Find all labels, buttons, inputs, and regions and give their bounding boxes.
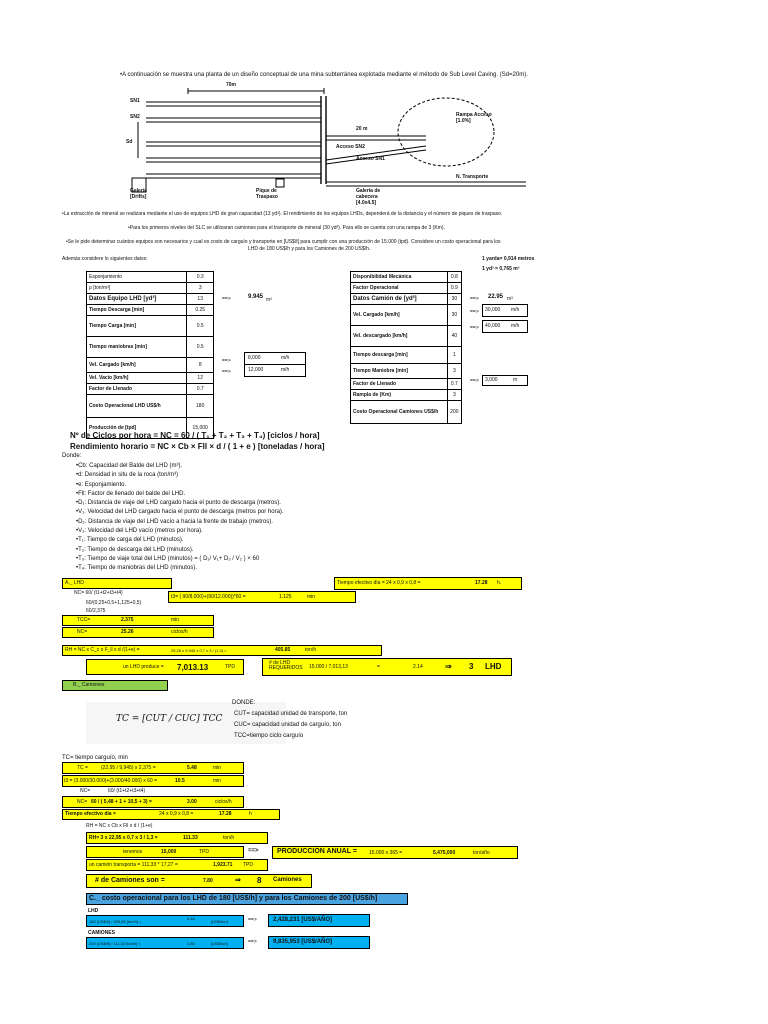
cam-arrow-3: ==> [470, 325, 479, 331]
tef-a-unit: h. [497, 580, 502, 586]
ncam-box [86, 874, 312, 888]
table-row [351, 379, 462, 390]
list-item: •e: Esponjamiento. [76, 481, 127, 488]
t3-b-unit: min [213, 778, 222, 784]
t3-b-box [62, 775, 244, 787]
nc-a-value: 25.26 [121, 629, 134, 635]
label-rampa: Rampa Acceso [1.0%] [456, 112, 492, 124]
para-pregunta-cont: LHD de 180 US$/h y para los Camiones de 200 US$/h. [248, 246, 371, 252]
cell-label: Disponibilidad Mecánica [351, 272, 448, 283]
label-sn1: SN1 [130, 98, 140, 104]
ct-box [86, 859, 268, 871]
req-a-unit: LHD [485, 662, 502, 671]
camion-data-table [350, 271, 462, 424]
table-row [351, 390, 462, 401]
ten-value: 15,000 [161, 849, 177, 855]
req-a-arrow: ⇒ [445, 662, 452, 671]
nc-b-calc: 60 / ( 5,48 + 1 + 10,5 + 3) = [91, 799, 152, 805]
req-a-number: 3 [469, 662, 474, 671]
rh-b-unit: ton/h [223, 835, 235, 841]
ncam-arrow: ⇒ [235, 877, 241, 884]
cell-label: Tiempo descarga [min] [351, 347, 448, 364]
cell-value: 13 [187, 294, 214, 305]
nc-b-box [62, 796, 244, 808]
tef-b-calc: 24 x 0,9 x 0,8 = [159, 811, 194, 817]
def-cut: CUT= capacidad unidad de transporte, ton [234, 711, 348, 717]
cam-r-unit: m [513, 377, 518, 383]
lhd-cost-unit: [US$/ton] [211, 919, 228, 924]
cell-value: 180 [187, 395, 214, 418]
t3-a: t3= ( 90/8.000)+(90/12.000))*60 = [171, 594, 246, 600]
ten-box [86, 846, 244, 858]
section-c-header [86, 893, 408, 905]
prod-a-box [86, 659, 244, 675]
tef-a-box [334, 577, 522, 590]
cell-label: Vel. descargado [km/h] [351, 326, 448, 347]
def-cuc: CUC= capacidad unidad de carguío, ton [234, 722, 341, 728]
ct-unit: TPD [243, 862, 253, 868]
cam-cost-calc: 200 [US$/h] / 111,33 [ton/h] = [89, 941, 141, 946]
rh-a-calc: 25,26 x 9,945 x 0,7 x 3 / (1,3) = [171, 648, 227, 653]
cell-value: 200 [447, 401, 461, 424]
table-row [351, 294, 462, 305]
donde-b: DONDE: [232, 700, 256, 706]
def-tcc: TCC=tiempo ciclo carguío [234, 733, 304, 739]
label-pique-traspaso: Pique de Traspaso [256, 188, 278, 200]
table-row [351, 305, 462, 326]
tef-a-value: 17.28 [475, 580, 488, 586]
rh-a-box [62, 645, 382, 656]
calc-a-line1: 60/(0,25+0,5+1,125+0,5) [86, 600, 142, 606]
list-item: •V₁: Velocidad del LHD cargado hacia el punto de descarga (metros por hora). [76, 509, 284, 516]
prod-a-unit: TPD [225, 664, 235, 670]
ncam-value: 7.80 [203, 878, 213, 884]
section-c-label: C._ costo operacional para los LHD de 180 [US$/h] y para los Camiones de 200 [US$/h] [89, 895, 378, 902]
cam-m3-unit: m³ [507, 296, 513, 302]
nc-b-unit: ciclos/h [215, 799, 232, 805]
mine-plan-diagram [126, 82, 526, 206]
cell-label: Factor Operacional [351, 283, 448, 294]
table-row [87, 272, 214, 283]
list-item: •T₂: Tiempo de descarga del LHD (minutos). [76, 546, 194, 553]
t3-a-unit: min [307, 594, 316, 600]
table-row [87, 337, 214, 358]
cell-value: 0.5 [187, 337, 214, 358]
formula-rendimiento: Rendimiento horario = NC × Cb × Fll × d / ( 1 + e ) [toneladas / hora] [70, 442, 325, 451]
tc-box [62, 762, 244, 774]
lhd-cost-arrow: ==> [248, 917, 257, 923]
tef-b-value: 17.28 [219, 811, 232, 817]
list-item: •T₃: Tiempo de viaje total del LHD (minutos) = ( D₁/ V₁+ D₂ / V₂ ) × 60 [76, 555, 260, 562]
cell-value: 15,000 [187, 418, 214, 439]
cam-v2-box [482, 320, 528, 333]
table-row [87, 373, 214, 384]
label-acceso-sn1: Acceso SN1 [356, 156, 385, 162]
cell-value: 3 [447, 364, 461, 379]
cell-value: 0.7 [187, 384, 214, 395]
tcc-label: TCC= [77, 617, 91, 623]
cam-cost-box [86, 937, 244, 949]
lhd-m3-value: 9.945 [248, 294, 264, 300]
para-datos: Además considere lo siguientes datos: [62, 256, 148, 262]
nc-b-value: 3.00 [187, 799, 197, 805]
tef-b-box [62, 809, 280, 820]
lhd-cost-result: 2,428,231 [US$/AÑO] [273, 917, 333, 923]
cell-label: Datos Camión de [yd³] [351, 294, 448, 305]
ncam-label: # de Camiones son = [95, 877, 165, 884]
cam-r: 3,000 [485, 377, 498, 383]
label-galeria-cabecera: Galería de cabecera [4.0x4.5] [356, 188, 381, 206]
rh-b-value: 111.33 [183, 835, 198, 841]
label-acceso-sn2: Acceso SN2 [336, 144, 365, 150]
cam-cost-arrow: ==> [248, 939, 257, 945]
cam-v2-unit: m/h [511, 323, 520, 329]
list-item: •T₄: Tiempo de maniobras del LHD (minutos). [76, 565, 197, 572]
cell-label: Vel. Cargado [km/h] [351, 305, 448, 326]
cell-value: 3 [447, 390, 461, 401]
lhd-cost-box [86, 915, 244, 927]
nc-b-formula-label: NC= [80, 788, 91, 794]
cell-label: Factor de Llenado [87, 384, 187, 395]
nc-formula-a: NC= 60/ (t1+t2+t3+t4) [74, 590, 123, 596]
section-b-header [62, 680, 168, 691]
table-row [351, 272, 462, 283]
definitions-list [76, 462, 284, 574]
cell-label: Tiempo Maniobra [min] [351, 364, 448, 379]
cam-arrow: ==> [470, 296, 479, 302]
list-item: •V₂: Velocidad del LHD vacío (metros por hora). [76, 528, 203, 535]
table-row [87, 316, 214, 337]
rh-b-box [86, 832, 268, 844]
tcc-unit: min [171, 617, 180, 623]
label-sd: Sd [126, 139, 133, 145]
cell-label: ρ [ton/m³] [87, 283, 187, 294]
lhd-cost-calc: 180 [US$/h] / 405,85 [ton/h] = [89, 919, 142, 924]
table-row [87, 305, 214, 316]
para-pregunta: •Se le pide determinar cuántos equipos son necesarios y cual es costo de carguío y transporte en [US$/t] para cumplir con una producción de 15.000 (tpd). Considere un costo operacional para los [66, 239, 501, 245]
req-a-eq: = [377, 664, 380, 670]
lhd-cost-result-box [268, 914, 370, 927]
tc-equation-text: TC = [CUT / CUC] TCC [116, 714, 223, 724]
table-row [351, 347, 462, 364]
cell-value: 0.5 [187, 316, 214, 337]
list-item: •Fll: Factor de llenado del balde del LHD. [76, 490, 186, 497]
nc-b-formula: 60/ (t1+t2+t3+t4) [108, 788, 146, 794]
tef-b-label: Tiempo efectivo día = [65, 811, 116, 817]
label-galeria-drifts: Galería [Drifts] [130, 188, 147, 200]
lhd-v1: 8,000 [248, 355, 261, 361]
tc-value: 5.48 [187, 765, 197, 771]
ct-label: un camión transporta = 111,33 * 17,27 = [89, 862, 178, 868]
formula-ciclos: Nº de Ciclos por hora = NC = 60 / ( T₁ + T₂ + T₃ + T₄) [ciclos / hora] [70, 431, 320, 440]
req-a-value: 2.14 [413, 664, 423, 670]
rh-a-value: 405.85 [275, 647, 291, 653]
table-row [351, 326, 462, 347]
table-row [87, 358, 214, 373]
intro-text: •A continuación se muestra una planta de un diseño conceptual de una mina subterránea explotada mediante el método de Sub Level Caving. (Sd=20m). [120, 72, 528, 78]
t3-b-value: 10.5 [175, 778, 185, 784]
list-item: •d: Densidad in situ de la roca (ton/m³) [76, 472, 179, 479]
cam-cost-value: 1.80 [187, 941, 195, 946]
cell-value: 40 [447, 326, 461, 347]
cell-value: 12 [187, 373, 214, 384]
table-row [87, 283, 214, 294]
cam-v1: 30,000 [485, 307, 501, 313]
rh-b-label: RH= 3 x 22,95 x 0,7 x 3 / 1,3 = [89, 835, 158, 841]
cam-v1-unit: m/h [511, 307, 520, 313]
section-a-header [62, 578, 172, 589]
rh-a-unit: ton/h [305, 647, 317, 653]
cam-arrow-4: ==> [470, 378, 479, 384]
mine-plan-drawing [126, 82, 526, 202]
cell-label: Vel. Vacío [km/h] [87, 373, 187, 384]
calc-a-line2: 60/2,375 [86, 608, 106, 614]
cell-value: 3 [187, 283, 214, 294]
pa-box [272, 846, 518, 859]
lhd-m3-unit: m³ [266, 297, 272, 303]
cell-label: Rampla de (Km) [351, 390, 448, 401]
lhd-data-table [86, 271, 214, 439]
req-a-calc: 15.000 / 7,013,13 [309, 664, 348, 670]
prod-a-value: 7,013.13 [177, 663, 209, 672]
cell-label: Costo Operacional LHD US$/h [87, 395, 187, 418]
label-transporte: N. Transporte [456, 174, 489, 180]
pa-unit: ton/año [473, 850, 490, 856]
label-sn2: SN2 [130, 114, 140, 120]
cell-value: 0.7 [447, 379, 461, 390]
lhd-v2-box [244, 364, 306, 377]
cell-label: Vel. Cargado [km/h] [87, 358, 187, 373]
nc-a-unit: ciclos/h [171, 629, 188, 635]
table-row [87, 384, 214, 395]
table-row [351, 283, 462, 294]
table-row [87, 294, 214, 305]
cell-value: 30 [447, 294, 461, 305]
cell-value: 30 [447, 305, 461, 326]
ten-unit: TPD [199, 849, 209, 855]
cell-label: Costo Operacional Camiones US$/h [351, 401, 448, 424]
note-yd3: 1 yd³ = 0,765 m³ [482, 266, 520, 272]
cell-label: Tiempo maniobras [min] [87, 337, 187, 358]
ncam-unit: Camiones [273, 877, 302, 883]
list-item: •D₂: Distancia de viaje del LHD vacío a hacia la frente de trabajo (metros). [76, 518, 273, 525]
list-item: •D₁: Distancia de viaje del LHD cargado hacia el punto de descarga (metros). [76, 500, 281, 507]
cam-cost-label: CAMIONES [88, 930, 115, 936]
t3-a-value: 1.125 [279, 594, 292, 600]
list-item: •Cb: Capacidad del Balde del LHD (m³). [76, 463, 183, 469]
cam-r-box [482, 375, 528, 386]
donde-label: Donde: [62, 453, 82, 459]
tef-a: Tiempo efectivo día = 24 x 0,9 x 0,8 = [337, 580, 421, 586]
req-a-box [262, 658, 512, 676]
dim-20m: 20 m [356, 126, 368, 132]
cam-m3-value: 22.95 [488, 294, 504, 300]
prod-a-label: un LHD produce = [123, 664, 164, 670]
cell-value: 0.9 [447, 283, 461, 294]
nc-b-label: NC= [77, 799, 88, 805]
pa-arrow: ==> [248, 848, 259, 854]
pa-label: PRODUCCIÓN ANUAL = [277, 848, 357, 855]
lhd-cost-value: 0.44 [187, 916, 195, 921]
lhd-v1-unit: m/h [281, 355, 290, 361]
cam-cost-result-box [268, 936, 370, 949]
tef-b-unit: h [249, 811, 252, 817]
cell-label: Esponjamiento [87, 272, 187, 283]
cell-value: 0.3 [187, 272, 214, 283]
ct-value: 1,923.71 [213, 862, 233, 868]
tc-title: TC= tiempo carguío, min [62, 755, 128, 761]
table-row [351, 401, 462, 424]
cam-v1-box [482, 304, 528, 317]
lhd-cost-label: LHD [88, 908, 99, 914]
cam-cost-result: 9,835,953 [US$/AÑO] [273, 939, 333, 945]
lhd-arrow: ==> [222, 296, 231, 302]
cell-label: Producción de [tpd] [87, 418, 187, 439]
table-row [87, 395, 214, 418]
cell-label: Factor de Llenado [351, 379, 448, 390]
tc-calc: (22,95 / 9,945) x 2,375 = [101, 765, 156, 771]
lhd-v2: 12,000 [248, 367, 264, 373]
lhd-arrow-3: ==> [222, 369, 231, 375]
table-row [351, 364, 462, 379]
nc-a-box [62, 627, 214, 638]
lhd-v2-unit: m/h [281, 367, 290, 373]
t3-b: t3 = (3.000/30.000)+(3.000/40.000) x 60 = [64, 778, 157, 784]
cell-value: 8 [187, 358, 214, 373]
tc-unit: min [213, 765, 222, 771]
cam-v2: 40,000 [485, 323, 501, 329]
cam-cost-unit: [US$/ton] [211, 941, 228, 946]
rh-b-formula: RH = NC x Cb x Fll x d / (1+e) [86, 823, 153, 829]
tc-label: TC = [77, 765, 88, 771]
cell-value: 0.25 [187, 305, 214, 316]
ten-label: tenemos [123, 849, 143, 855]
ncam-number: 8 [257, 876, 262, 885]
para-camiones: •Para los primeros niveles del SLC se utilizaran camiones para el transporte de mineral (30 yd³). Para ello se cuenta con una rampa de 3 (Km). [128, 225, 445, 231]
pa-calc: 15.000 x 365 = [369, 850, 403, 856]
list-item: •T₁: Tiempo de carga del LHD (minutos). [76, 537, 184, 544]
cell-label: Datos Equipo LHD [yd³] [87, 294, 187, 305]
cell-label: Tiempo Carga [min] [87, 316, 187, 337]
note-yarda: 1 yarda= 0,914 metros [482, 256, 535, 262]
tcc-box [62, 615, 214, 626]
pa-value: 5,475,000 [433, 850, 456, 856]
cam-arrow-2: ==> [470, 309, 479, 315]
cell-value: 0.8 [447, 272, 461, 283]
cell-label: Tiempo Descarga [min] [87, 305, 187, 316]
cell-value: 1 [447, 347, 461, 364]
section-b-label: B._ Camiones [73, 682, 105, 688]
nc-a-label: NC= [77, 629, 88, 635]
dim-70m: 70m [226, 82, 237, 88]
req-a-label: # de LHD REQUERIDOS [269, 660, 303, 671]
tcc-value: 2.375 [121, 617, 134, 623]
t3-a-box [168, 591, 356, 603]
lhd-arrow-2: ==> [222, 358, 231, 364]
para-extraccion: •La extracción de mineral se realizara mediante el uso de equipos LHD de gran capacidad (13 yd³). El rendimiento de los equipos LHDs, dependerá de la distancia y el número de piques de traspaso. [62, 211, 503, 217]
rh-a-label: RH = NC x C_c x F_ll x d /(1+e) = [65, 647, 140, 653]
section-a-label: A._ LHD [65, 580, 84, 586]
